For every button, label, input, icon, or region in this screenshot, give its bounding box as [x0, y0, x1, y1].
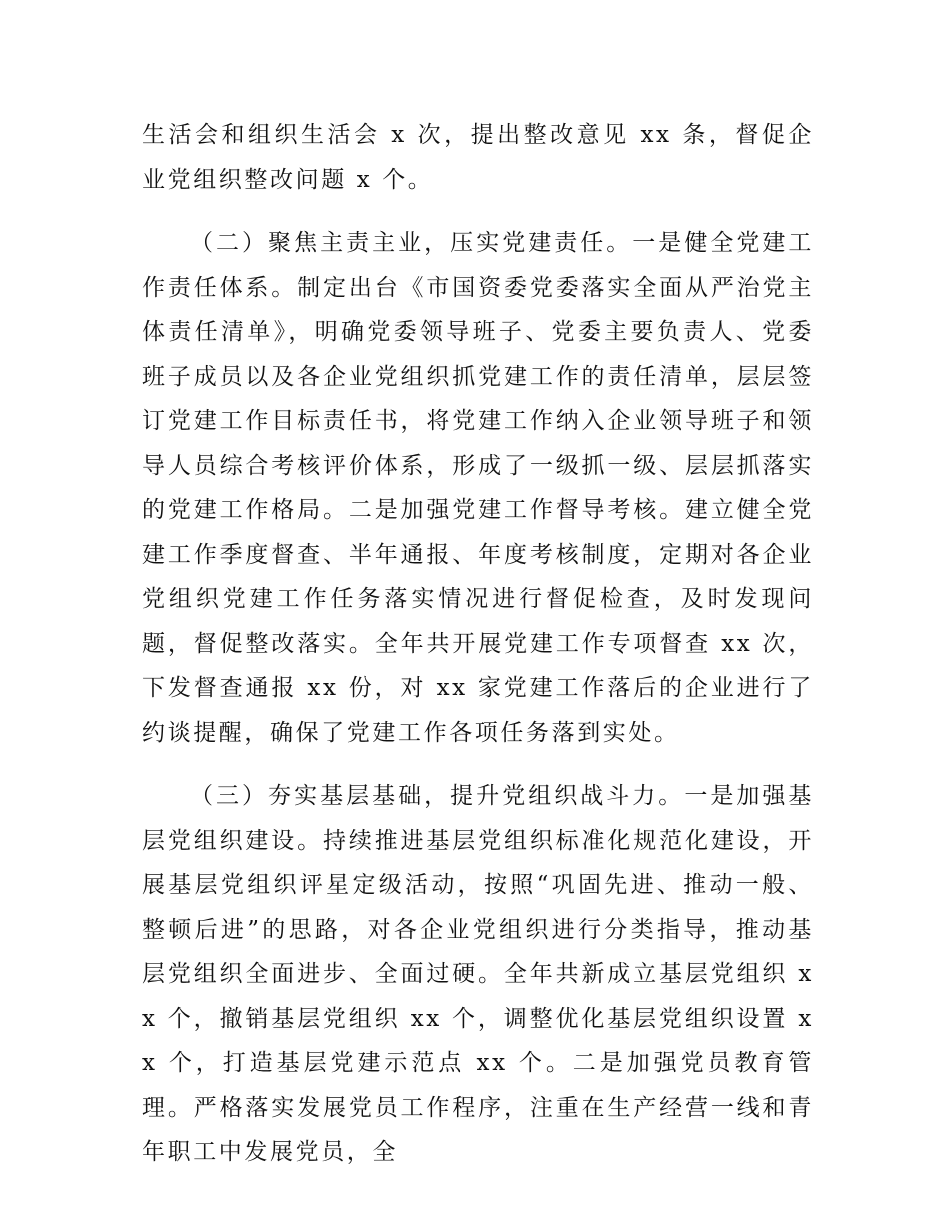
- paragraph-section-two: （二）聚焦主责主业，压实党建责任。一是健全党建工作责任体系。制定出台《市国资委党委落实全面从严治党主体责任清单》，明确党委领导班子、党委主要负责人、党委班子成员以及各企业党组织抓党建工作的责任清单，层层签订党建工作目标责任书，将党建工作纳入企业领导班子和领导人员综合考核评价体系，形成了一级抓一级、层层抓落实的党建工作格局。二是加强党建工作督导考核。建立健全党建工作季度督查、半年通报、年度考核制度，定期对各企业党组织党建工作任务落实情况进行督促检查，及时发现问题，督促整改落实。全年共开展党建工作专项督查 xx 次，下发督查通报 xx 份，对 xx 家党建工作落后的企业进行了约谈提醒，确保了党建工作各项任务落到实处。: [142, 230, 814, 746]
- paragraph-continued: 生活会和组织生活会 x 次，提出整改意见 xx 条，督促企业党组织整改问题 x 个。: [142, 122, 814, 193]
- paragraph-section-three: （三）夯实基层基础，提升党组织战斗力。一是加强基层党组织建设。持续推进基层党组织标准化规范化建设，开展基层党组织评星定级活动，按照“巩固先进、推动一般、整顿后进”的思路，对各企业党组织进行分类指导，推动基层党组织全面进步、全面过硬。全年共新成立基层党组织 xx 个，撤销基层党组织 xx 个，调整优化基层党组织设置 xx 个，打造基层党建示范点 xx 个。二是加强党员教育管理。严格落实发展党员工作程序，注重在生产经营一线和青年职工中发展党员，全: [142, 783, 814, 1165]
- document-body: [142, 113, 814, 1175]
